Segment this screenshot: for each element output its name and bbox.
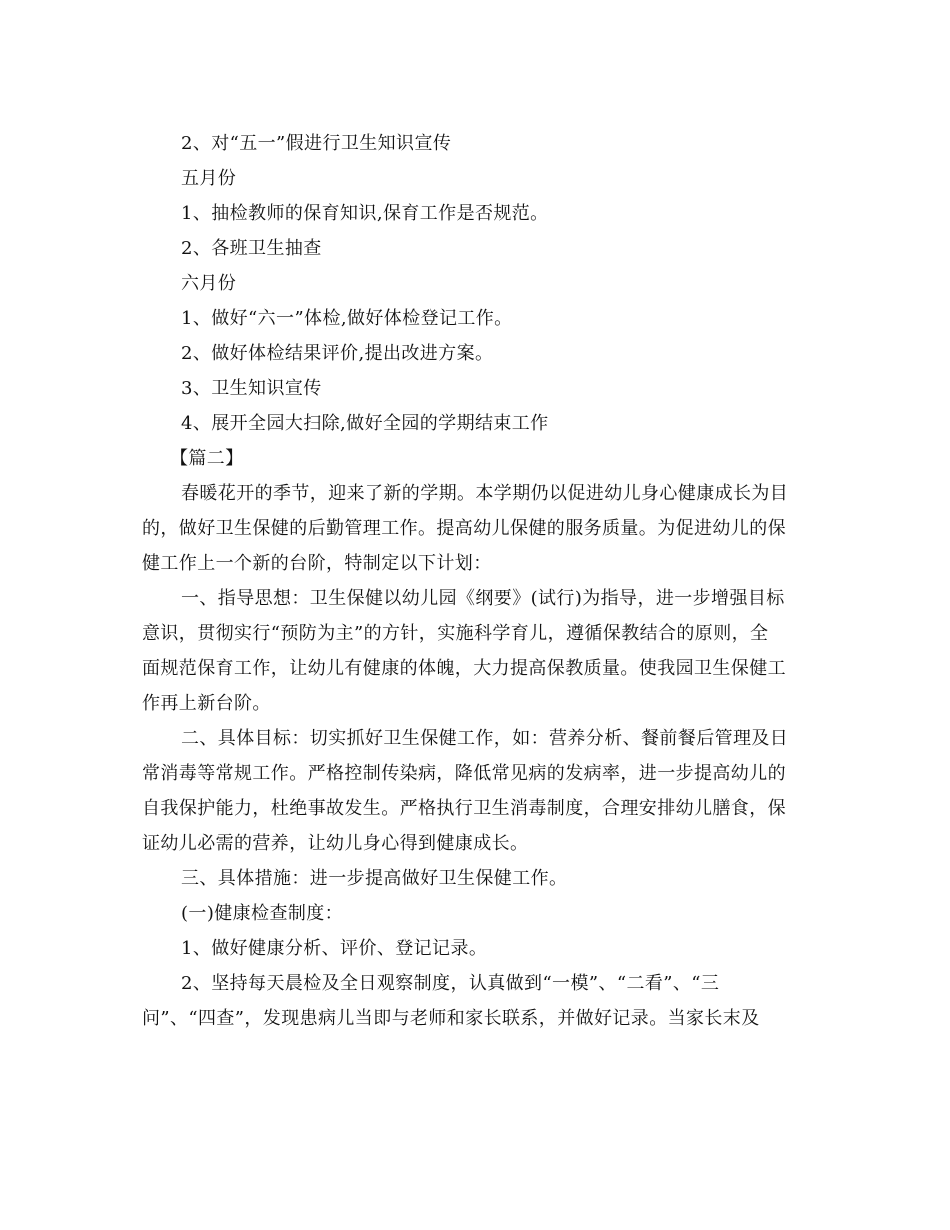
text-line: 2、做好体检结果评价,提出改进方案。 bbox=[181, 343, 494, 364]
text-line: 2、各班卫生抽查 bbox=[181, 238, 322, 259]
text-line: 1、做好健康分析、评价、登记记录。 bbox=[181, 938, 488, 959]
paragraph-line: 健工作上一个新的台阶，特制定以下计划： bbox=[142, 553, 492, 574]
text-line: 2、对“五一”假进行卫生知识宣传 bbox=[181, 133, 452, 154]
paragraph-line: 二、具体目标：切实抓好卫生保健工作，如：营养分析、餐前餐后管理及日 bbox=[181, 728, 789, 749]
month-heading: 六月份 bbox=[181, 273, 237, 294]
section-heading: 【篇二】 bbox=[170, 448, 244, 469]
paragraph-line: 作再上新台阶。 bbox=[142, 693, 271, 714]
text-line: 1、抽检教师的保育知识,保育工作是否规范。 bbox=[181, 203, 549, 224]
paragraph-line: 意识，贯彻实行“预防为主”的方针，实施科学育儿，遵循保教结合的原则，全 bbox=[142, 623, 769, 644]
paragraph-line: 常消毒等常规工作。严格控制传染病，降低常见病的发病率，进一步提高幼儿的 bbox=[142, 763, 786, 784]
paragraph-line: 春暖花开的季节，迎来了新的学期。本学期仍以促进幼儿身心健康成长为目 bbox=[181, 483, 789, 504]
text-line: 1、做好“六一”体检,做好体检登记工作。 bbox=[181, 308, 513, 329]
paragraph-line: 面规范保育工作，让幼儿有健康的体魄，大力提高保教质量。使我园卫生保健工 bbox=[142, 658, 786, 679]
text-line: 3、卫生知识宣传 bbox=[181, 378, 322, 399]
paragraph-line: 证幼儿必需的营养，让幼儿身心得到健康成长。 bbox=[142, 833, 529, 854]
document-body bbox=[142, 126, 802, 1036]
month-heading: 五月份 bbox=[181, 168, 237, 189]
subsection-heading: (一)健康检查制度： bbox=[181, 903, 344, 924]
paragraph-line: 2、坚持每天晨检及全日观察制度，认真做到“一模”、“二看”、“三 bbox=[181, 973, 720, 994]
paragraph-line: 一、指导思想：卫生保健以幼儿园《纲要》(试行)为指导，进一步增强目标 bbox=[181, 588, 785, 609]
text-line: 4、展开全园大扫除,做好全园的学期结束工作 bbox=[181, 413, 549, 434]
paragraph-line: 自我保护能力，杜绝事故发生。严格执行卫生消毒制度，合理安排幼儿膳食，保 bbox=[142, 798, 786, 819]
paragraph-line: 问”、“四查”，发现患病儿当即与老师和家长联系，并做好记录。当家长末及 bbox=[142, 1008, 760, 1029]
paragraph-line: 的，做好卫生保健的后勤管理工作。提高幼儿保健的服务质量。为促进幼儿的保 bbox=[142, 518, 786, 539]
paragraph-line: 三、具体措施：进一步提高做好卫生保健工作。 bbox=[181, 868, 568, 889]
